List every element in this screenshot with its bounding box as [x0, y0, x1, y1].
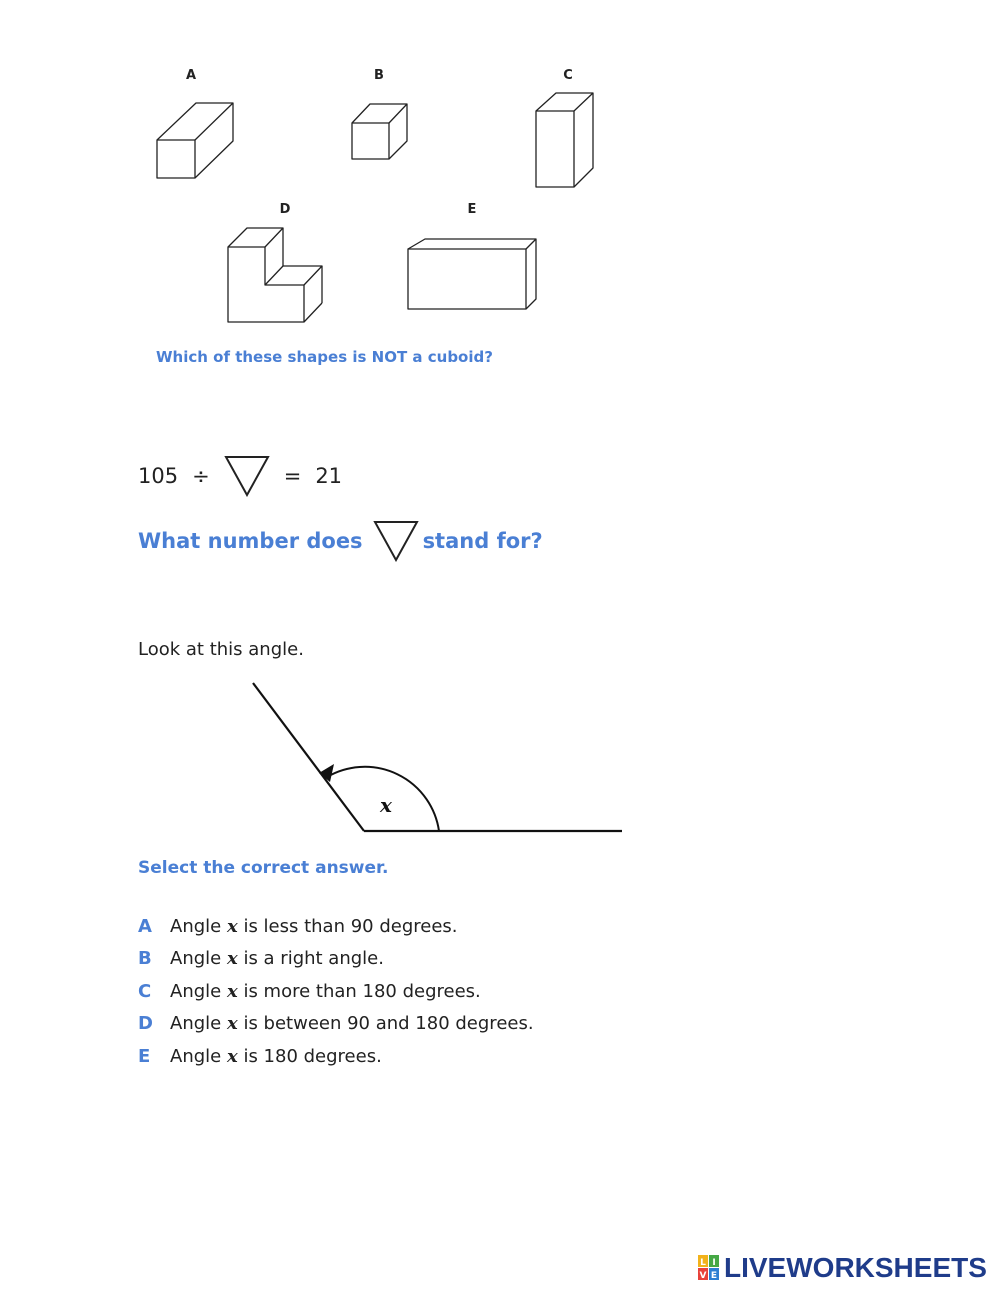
equation-dividend: 105: [138, 464, 179, 488]
equals-sign: =: [283, 464, 302, 488]
shape-label-b: B: [374, 68, 384, 83]
angle-intro: Look at this angle.: [138, 639, 304, 660]
shape-d-l-prism: [228, 228, 322, 322]
option-letter: B: [138, 948, 152, 970]
question-2-text-before: What number does: [138, 529, 363, 553]
angle-diagram: [230, 670, 630, 840]
svg-text:E: E: [710, 1271, 718, 1281]
equation-result: 21: [315, 464, 343, 488]
answer-option-d[interactable]: D Angle x is between 90 and 180 degrees.: [138, 1013, 534, 1035]
shape-c-tall-cuboid: [536, 93, 593, 187]
question-2-text: [138, 520, 543, 562]
option-letter: C: [138, 980, 152, 1002]
answer-options: [138, 910, 534, 1073]
shape-b-cube: [352, 104, 407, 159]
shape-label-a: A: [185, 68, 197, 83]
svg-text:I: I: [712, 1258, 716, 1268]
divide-sign: ÷: [192, 464, 210, 488]
shape-e-flat-cuboid: [408, 239, 536, 309]
question-1-text: Which of these shapes is NOT a cuboid?: [156, 348, 493, 366]
option-letter: A: [138, 915, 152, 937]
triangle-icon: [373, 520, 419, 562]
triangle-icon: [224, 455, 270, 497]
answer-option-b[interactable]: B Angle x is a right angle.: [138, 948, 384, 970]
equation: [138, 455, 342, 497]
question-2-text-after: stand for?: [422, 529, 543, 553]
logo-squares-icon: [698, 1255, 720, 1281]
answer-option-e[interactable]: E Angle x is 180 degrees.: [138, 1045, 382, 1067]
liveworksheets-logo: [698, 1252, 987, 1284]
shape-label-e: E: [467, 202, 477, 217]
question-3-prompt: Select the correct answer.: [138, 858, 389, 878]
logo-text: LIVEWORKSHEETS: [724, 1252, 987, 1283]
shape-a-cuboid: [157, 103, 233, 178]
svg-text:V: V: [699, 1271, 707, 1281]
shape-label-c: C: [563, 68, 573, 83]
answer-option-a[interactable]: A Angle x is less than 90 degrees.: [138, 915, 458, 937]
option-letter: E: [138, 1045, 151, 1067]
svg-text:L: L: [700, 1258, 706, 1268]
answer-option-c[interactable]: C Angle x is more than 180 degrees.: [138, 980, 481, 1002]
option-letter: D: [138, 1013, 153, 1035]
shape-label-d: D: [279, 202, 291, 217]
shapes-figure: [0, 0, 700, 340]
angle-label-x: x: [380, 793, 392, 817]
